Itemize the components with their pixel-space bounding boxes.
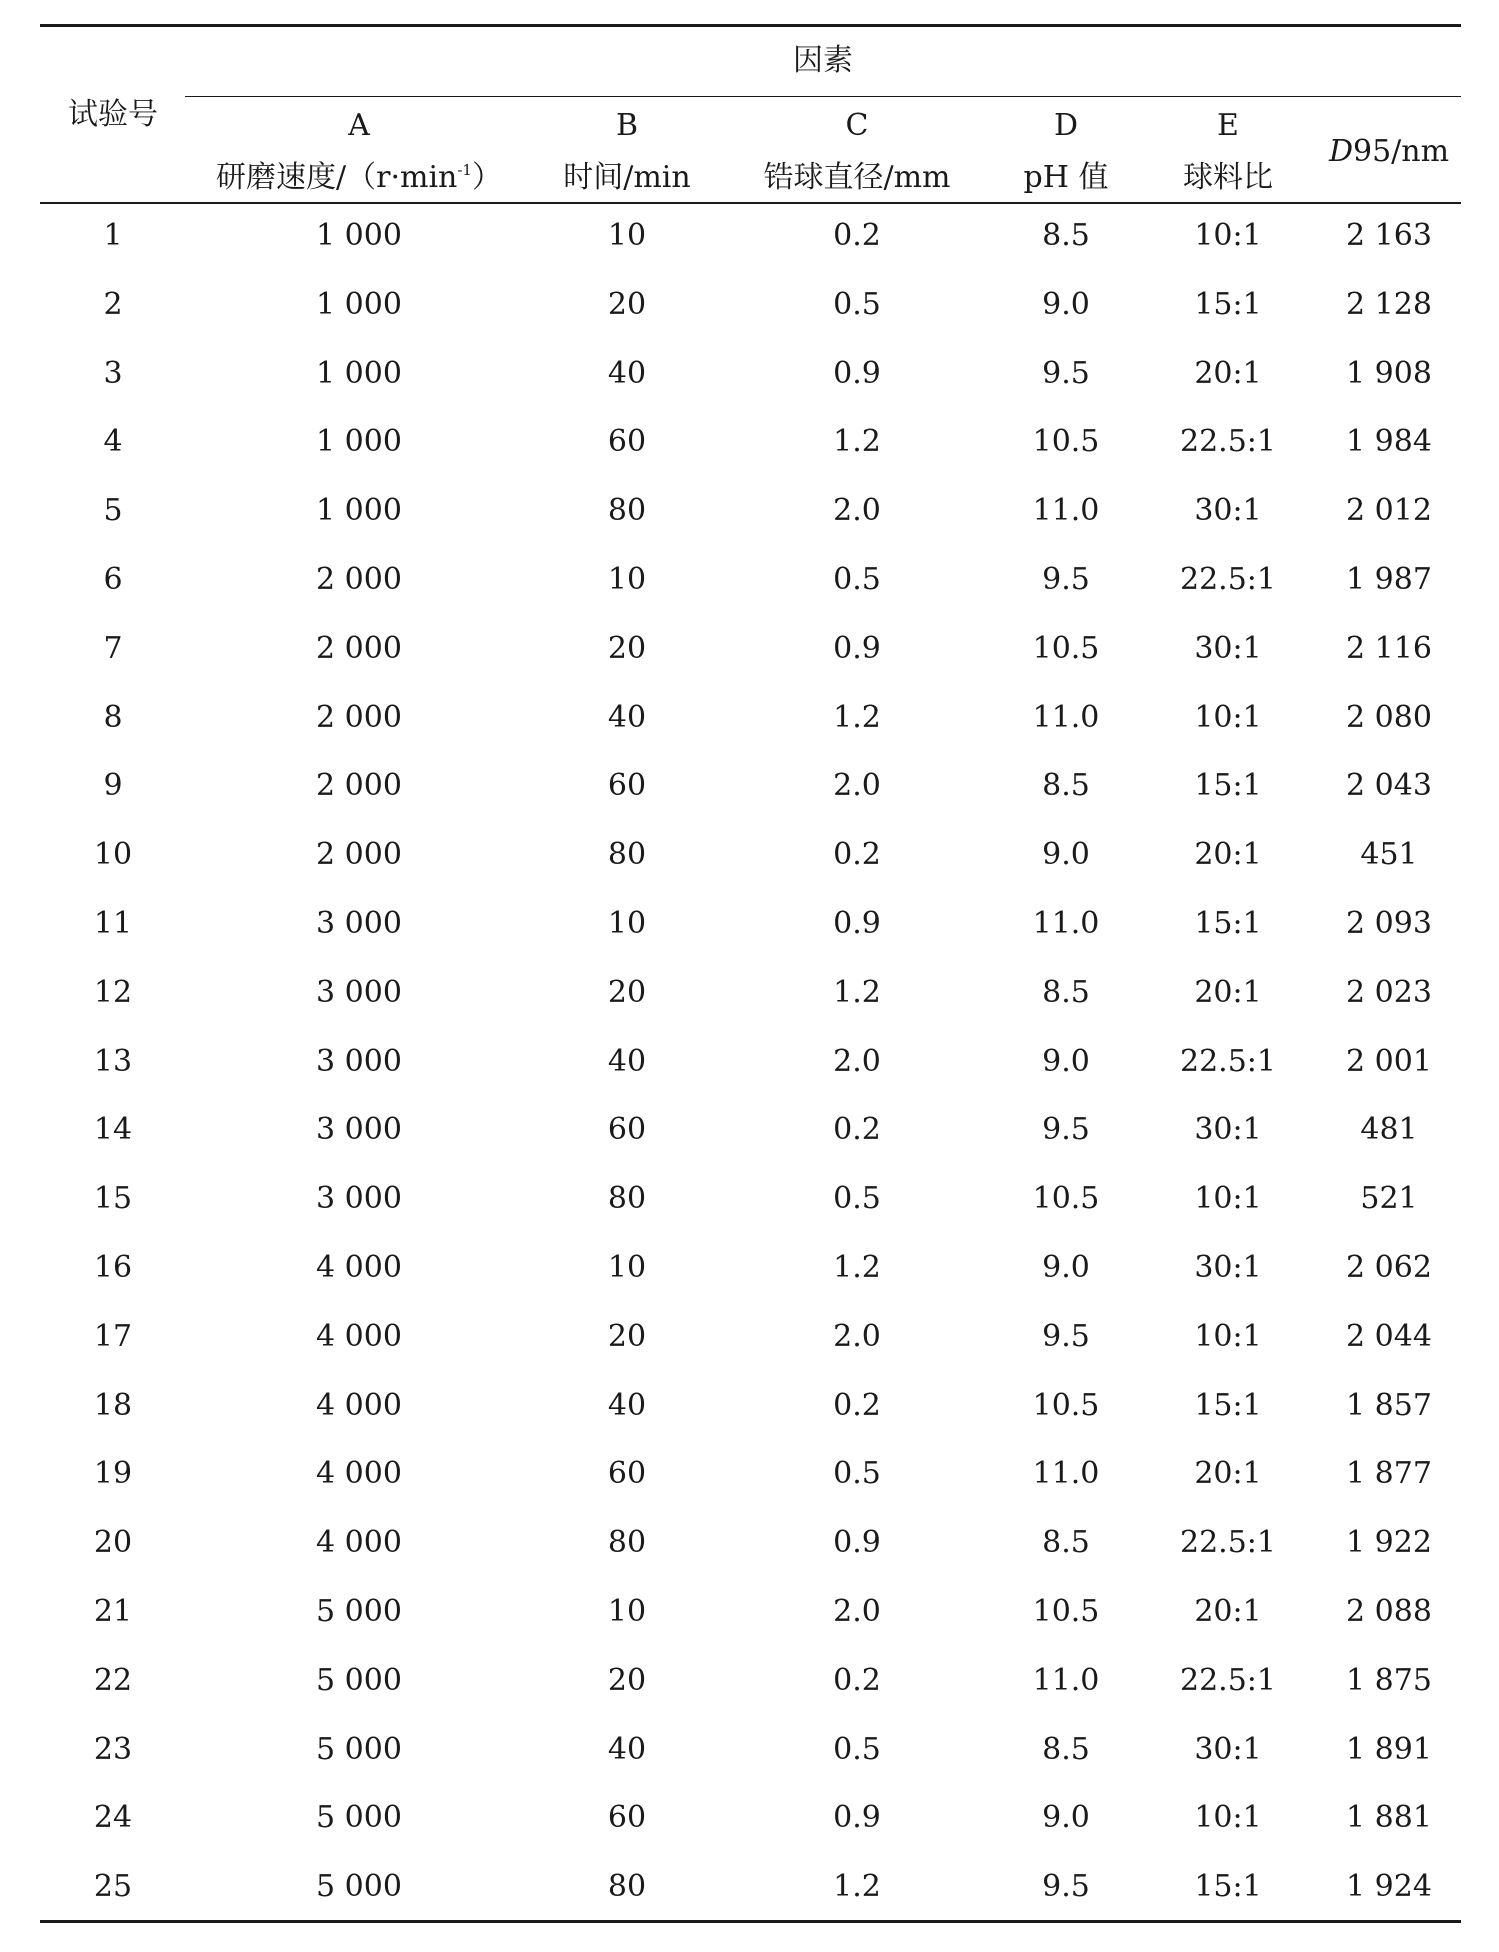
ball-diameter-cell: 0.9 xyxy=(833,906,881,941)
ball-diameter-cell: 0.5 xyxy=(833,1731,881,1767)
ph-cell: 9.5 xyxy=(1042,1318,1090,1354)
time-cell: 10 xyxy=(607,218,647,253)
speed-cell: 5 000 xyxy=(316,1731,402,1767)
time-cell: 40 xyxy=(607,1043,647,1079)
trial-no-cell: 24 xyxy=(93,1800,133,1836)
ph-cell: 9.5 xyxy=(1042,562,1090,597)
header-factor-d-name: pH 值 xyxy=(1023,160,1109,195)
ball-ratio-cell: 15:1 xyxy=(1194,1869,1262,1905)
ball-diameter-cell: 0.2 xyxy=(833,218,881,253)
ball-diameter-cell: 0.5 xyxy=(833,286,881,322)
ball-ratio-cell: 22.5:1 xyxy=(1180,1525,1276,1561)
trial-no-cell: 14 xyxy=(93,1112,133,1148)
table-row xyxy=(0,837,1499,909)
ball-diameter-cell: 0.5 xyxy=(833,1181,881,1217)
ph-cell: 10.5 xyxy=(1032,1181,1100,1217)
trial-no-cell: 21 xyxy=(93,1594,133,1629)
table-row xyxy=(0,1387,1499,1460)
time-cell: 60 xyxy=(607,1800,647,1836)
speed-cell: 5 000 xyxy=(316,1800,402,1836)
header-factor-b-code: B xyxy=(615,108,639,143)
ball-ratio-cell: 15:1 xyxy=(1194,768,1262,804)
ball-diameter-cell: 2.0 xyxy=(833,1318,881,1354)
d95-cell: 2 080 xyxy=(1346,699,1432,735)
d95-cell: 2 116 xyxy=(1346,630,1432,666)
trial-no-cell: 6 xyxy=(103,562,123,597)
table-row xyxy=(0,1112,1499,1184)
speed-cell: 5 000 xyxy=(316,1662,402,1698)
ball-ratio-cell: 10:1 xyxy=(1194,699,1262,735)
trial-no-cell: 16 xyxy=(93,1250,133,1285)
d95-cell: 1 891 xyxy=(1346,1731,1432,1767)
ball-diameter-cell: 0.2 xyxy=(833,1112,881,1148)
ball-ratio-cell: 20:1 xyxy=(1194,974,1262,1010)
time-cell: 40 xyxy=(607,699,647,735)
ball-ratio-cell: 20:1 xyxy=(1194,837,1262,873)
speed-cell: 4 000 xyxy=(316,1250,402,1285)
speed-cell: 2 000 xyxy=(316,699,402,735)
ph-cell: 9.5 xyxy=(1042,355,1090,391)
speed-cell: 2 000 xyxy=(316,562,402,597)
ph-cell: 8.5 xyxy=(1042,1525,1090,1561)
ball-ratio-cell: 30:1 xyxy=(1194,1731,1262,1767)
header-factor-group: 因素 xyxy=(793,43,853,78)
ph-cell: 11.0 xyxy=(1032,493,1100,529)
header-factor-a-code: A xyxy=(348,108,370,143)
table-row xyxy=(0,218,1499,290)
ball-ratio-cell: 10:1 xyxy=(1194,218,1262,253)
ball-ratio-cell: 15:1 xyxy=(1194,906,1262,941)
ball-diameter-cell: 1.2 xyxy=(833,424,881,460)
table-row xyxy=(0,699,1499,772)
trial-no-cell: 9 xyxy=(103,768,123,804)
time-cell: 60 xyxy=(607,1456,647,1492)
d95-cell: 2 163 xyxy=(1346,218,1432,253)
d95-cell: 1 875 xyxy=(1346,1662,1432,1698)
trial-no-cell: 20 xyxy=(93,1525,133,1561)
ph-cell: 9.5 xyxy=(1042,1112,1090,1148)
table-row xyxy=(0,493,1499,565)
ball-ratio-cell: 15:1 xyxy=(1194,1387,1262,1423)
ball-diameter-cell: 0.5 xyxy=(833,1456,881,1492)
speed-cell: 3 000 xyxy=(316,974,402,1010)
speed-cell: 1 000 xyxy=(316,424,402,460)
header-factor-e-name: 球料比 xyxy=(1183,160,1273,195)
ball-ratio-cell: 22.5:1 xyxy=(1180,562,1276,597)
ball-diameter-cell: 1.2 xyxy=(833,1250,881,1285)
speed-cell: 2 000 xyxy=(316,837,402,873)
header-factor-a-name: 研磨速度$/(r\cdot\min^{-1})$ xyxy=(216,160,502,195)
d95-cell: 521 xyxy=(1360,1181,1418,1217)
ball-ratio-cell: 30:1 xyxy=(1194,1250,1262,1285)
ph-cell: 10.5 xyxy=(1032,1594,1100,1629)
table-row xyxy=(0,1800,1499,1872)
ball-ratio-cell: 22.5:1 xyxy=(1180,1662,1276,1698)
time-cell: 80 xyxy=(607,837,647,873)
header-factor-d-code: D xyxy=(1053,108,1079,143)
d95-cell: 1 924 xyxy=(1346,1869,1432,1905)
ph-cell: 8.5 xyxy=(1042,1731,1090,1767)
table-row xyxy=(0,1043,1499,1116)
speed-cell: 4 000 xyxy=(316,1456,402,1492)
trial-no-cell: 8 xyxy=(103,699,123,735)
trial-no-cell: 2 xyxy=(103,286,123,322)
time-cell: 10 xyxy=(607,1250,647,1285)
time-cell: 80 xyxy=(607,1181,647,1217)
d95-cell: 451 xyxy=(1360,837,1418,873)
table-row xyxy=(0,1869,1499,1941)
ball-diameter-cell: 1.2 xyxy=(833,1869,881,1905)
d95-cell: 1 908 xyxy=(1346,355,1432,391)
d95-cell: 1 857 xyxy=(1346,1387,1432,1423)
ph-cell: 9.0 xyxy=(1042,1250,1090,1285)
d95-cell: 481 xyxy=(1360,1112,1418,1148)
speed-cell: 1 000 xyxy=(316,218,402,253)
d95-cell: 1 881 xyxy=(1346,1800,1432,1836)
d95-cell: 2 128 xyxy=(1346,286,1432,322)
factor-group-rule xyxy=(185,96,1461,97)
trial-no-cell: 10 xyxy=(93,837,133,873)
table-row xyxy=(0,974,1499,1047)
ball-ratio-cell: 10:1 xyxy=(1194,1318,1262,1354)
ph-cell: 9.0 xyxy=(1042,1043,1090,1079)
d95-cell: 2 012 xyxy=(1346,493,1432,529)
table-row xyxy=(0,1525,1499,1597)
d95-cell: 2 088 xyxy=(1346,1594,1432,1629)
trial-no-cell: 13 xyxy=(93,1043,133,1079)
table-row xyxy=(0,1662,1499,1735)
trial-no-cell: 23 xyxy=(93,1731,133,1767)
ph-cell: 10.5 xyxy=(1032,424,1100,460)
trial-no-cell: 11 xyxy=(93,906,133,941)
time-cell: 10 xyxy=(607,562,647,597)
table-row xyxy=(0,355,1499,428)
header-factor-e-code: E xyxy=(1217,108,1239,143)
trial-no-cell: 18 xyxy=(93,1387,133,1423)
time-cell: 20 xyxy=(607,974,647,1010)
ph-cell: 10.5 xyxy=(1032,630,1100,666)
header-result-d95: D95/nm xyxy=(1328,134,1450,169)
ph-cell: 9.0 xyxy=(1042,286,1090,322)
ball-diameter-cell: 2.0 xyxy=(833,1594,881,1629)
ball-ratio-cell: 30:1 xyxy=(1194,1112,1262,1148)
trial-no-cell: 12 xyxy=(93,974,133,1010)
speed-cell: 1 000 xyxy=(316,355,402,391)
d95-cell: 2 043 xyxy=(1346,768,1432,804)
speed-cell: 4 000 xyxy=(316,1318,402,1354)
time-cell: 40 xyxy=(607,355,647,391)
trial-no-cell: 1 xyxy=(103,218,123,253)
ph-cell: 9.5 xyxy=(1042,1869,1090,1905)
ball-diameter-cell: 2.0 xyxy=(833,1043,881,1079)
trial-no-cell: 7 xyxy=(103,630,123,666)
trial-no-cell: 22 xyxy=(93,1662,133,1698)
time-cell: 60 xyxy=(607,1112,647,1148)
trial-no-cell: 3 xyxy=(103,355,123,391)
speed-cell: 2 000 xyxy=(316,768,402,804)
header-factor-c-name: 锆球直径/mm xyxy=(763,160,951,195)
table-row xyxy=(0,1456,1499,1528)
time-cell: 40 xyxy=(607,1731,647,1767)
time-cell: 40 xyxy=(607,1387,647,1423)
ball-ratio-cell: 22.5:1 xyxy=(1180,1043,1276,1079)
ph-cell: 9.0 xyxy=(1042,1800,1090,1836)
table-row xyxy=(0,768,1499,840)
ball-ratio-cell: 15:1 xyxy=(1194,286,1262,322)
table-row xyxy=(0,906,1499,978)
ball-ratio-cell: 20:1 xyxy=(1194,1456,1262,1492)
table-row xyxy=(0,1318,1499,1391)
speed-cell: 3 000 xyxy=(316,1112,402,1148)
speed-cell: 2 000 xyxy=(316,630,402,666)
ball-ratio-cell: 10:1 xyxy=(1194,1800,1262,1836)
ph-cell: 11.0 xyxy=(1032,1662,1100,1698)
trial-no-cell: 25 xyxy=(93,1869,133,1905)
header-trial-no: 试验号 xyxy=(68,97,158,132)
ball-diameter-cell: 0.5 xyxy=(833,562,881,597)
ph-cell: 10.5 xyxy=(1032,1387,1100,1423)
ball-diameter-cell: 0.9 xyxy=(833,355,881,391)
time-cell: 60 xyxy=(607,424,647,460)
time-cell: 80 xyxy=(607,1869,647,1905)
table-header-rule xyxy=(40,202,1461,204)
d95-cell: 1 987 xyxy=(1346,562,1432,597)
time-cell: 10 xyxy=(607,1594,647,1629)
ph-cell: 11.0 xyxy=(1032,699,1100,735)
time-cell: 80 xyxy=(607,1525,647,1561)
ball-diameter-cell: 0.2 xyxy=(833,1662,881,1698)
ball-diameter-cell: 1.2 xyxy=(833,699,881,735)
trial-no-cell: 5 xyxy=(103,493,123,529)
ph-cell: 8.5 xyxy=(1042,218,1090,253)
table-row xyxy=(0,562,1499,634)
ball-diameter-cell: 0.2 xyxy=(833,1387,881,1423)
ball-diameter-cell: 0.9 xyxy=(833,1800,881,1836)
d95-cell: 1 877 xyxy=(1346,1456,1432,1492)
speed-cell: 3 000 xyxy=(316,1181,402,1217)
speed-cell: 4 000 xyxy=(316,1387,402,1423)
speed-cell: 5 000 xyxy=(316,1594,402,1629)
time-cell: 20 xyxy=(607,630,647,666)
ph-cell: 8.5 xyxy=(1042,974,1090,1010)
d95-cell: 1 984 xyxy=(1346,424,1432,460)
table-row xyxy=(0,630,1499,703)
ph-cell: 9.0 xyxy=(1042,837,1090,873)
ball-diameter-cell: 2.0 xyxy=(833,768,881,804)
d95-cell: 2 093 xyxy=(1346,906,1432,941)
ball-ratio-cell: 20:1 xyxy=(1194,355,1262,391)
trial-no-cell: 19 xyxy=(93,1456,133,1492)
table-row xyxy=(0,1250,1499,1322)
speed-cell: 1 000 xyxy=(316,286,402,322)
table-row xyxy=(0,286,1499,359)
time-cell: 60 xyxy=(607,768,647,804)
ball-diameter-cell: 2.0 xyxy=(833,493,881,529)
ball-diameter-cell: 0.2 xyxy=(833,837,881,873)
table-row xyxy=(0,424,1499,496)
ball-diameter-cell: 1.2 xyxy=(833,974,881,1010)
ball-ratio-cell: 20:1 xyxy=(1194,1594,1262,1629)
d95-cell: 2 001 xyxy=(1346,1043,1432,1079)
speed-cell: 4 000 xyxy=(316,1525,402,1561)
time-cell: 10 xyxy=(607,906,647,941)
ball-diameter-cell: 0.9 xyxy=(833,1525,881,1561)
ph-cell: 11.0 xyxy=(1032,1456,1100,1492)
speed-cell: 3 000 xyxy=(316,1043,402,1079)
ball-ratio-cell: 30:1 xyxy=(1194,630,1262,666)
header-factor-c-code: C xyxy=(845,108,869,143)
table-row xyxy=(0,1731,1499,1804)
d95-cell: 1 922 xyxy=(1346,1525,1432,1561)
d95-cell: 2 062 xyxy=(1346,1250,1432,1285)
trial-no-cell: 4 xyxy=(103,424,123,460)
time-cell: 20 xyxy=(607,1318,647,1354)
speed-cell: 1 000 xyxy=(316,493,402,529)
header-factor-b-name: 时间/min xyxy=(563,160,691,195)
table-top-rule xyxy=(40,24,1461,27)
time-cell: 20 xyxy=(607,1662,647,1698)
table-row xyxy=(0,1181,1499,1253)
ball-ratio-cell: 22.5:1 xyxy=(1180,424,1276,460)
ph-cell: 11.0 xyxy=(1032,906,1100,941)
d95-cell: 2 023 xyxy=(1346,974,1432,1010)
time-cell: 20 xyxy=(607,286,647,322)
ball-ratio-cell: 10:1 xyxy=(1194,1181,1262,1217)
ball-diameter-cell: 0.9 xyxy=(833,630,881,666)
trial-no-cell: 15 xyxy=(93,1181,133,1217)
speed-cell: 3 000 xyxy=(316,906,402,941)
ball-ratio-cell: 30:1 xyxy=(1194,493,1262,529)
ph-cell: 8.5 xyxy=(1042,768,1090,804)
time-cell: 80 xyxy=(607,493,647,529)
d95-cell: 2 044 xyxy=(1346,1318,1432,1354)
table-row xyxy=(0,1594,1499,1666)
trial-no-cell: 17 xyxy=(93,1318,133,1354)
speed-cell: 5 000 xyxy=(316,1869,402,1905)
